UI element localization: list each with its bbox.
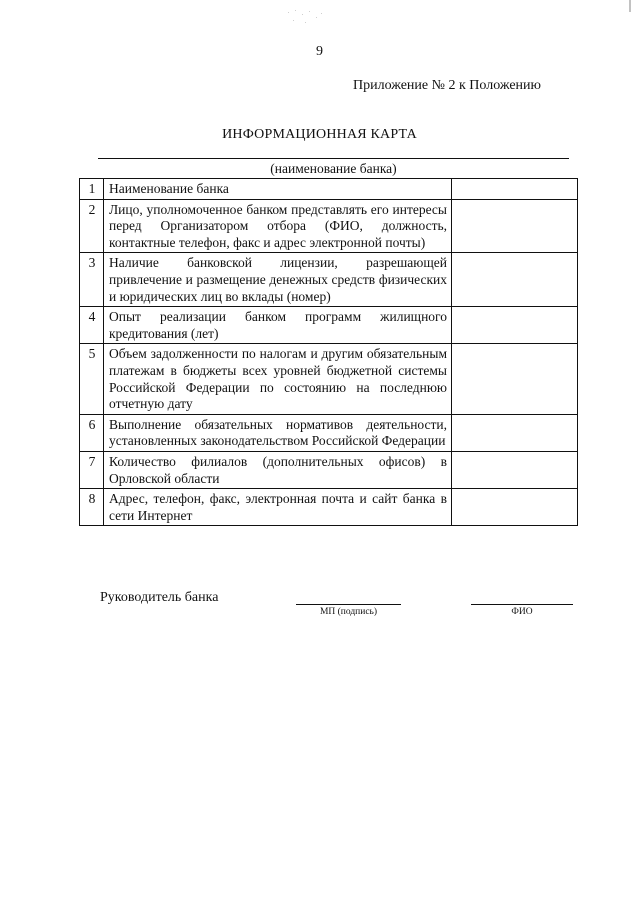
page-number: 9 <box>316 44 323 59</box>
row-number: 6 <box>80 414 104 451</box>
row-number: 2 <box>80 199 104 253</box>
row-number: 4 <box>80 307 104 344</box>
row-number: 7 <box>80 451 104 488</box>
table-row <box>80 451 578 488</box>
row-label: Количество филиалов (дополнительных офисов) в Орловской области <box>104 451 452 488</box>
document-title: ИНФОРМАЦИОННАЯ КАРТА <box>222 127 417 142</box>
row-label: Наличие банковской лицензии, разрешающей привлечение и размещение денежных средств физических и юридических лиц во вклады (номер) <box>104 253 452 307</box>
row-number: 5 <box>80 344 104 414</box>
signature-label: Руководитель банка <box>100 590 219 605</box>
row-number: 1 <box>80 179 104 200</box>
table-row <box>80 199 578 253</box>
signature-line <box>296 604 401 605</box>
bank-name-caption: (наименование банка) <box>270 161 397 176</box>
appendix-heading: Приложение № 2 к Положению <box>352 78 541 93</box>
row-value-cell[interactable] <box>452 344 578 414</box>
table-row <box>80 489 578 526</box>
name-caption: ФИО <box>511 607 533 617</box>
row-label: Адрес, телефон, факс, электронная почта и сайт банка в сети Интернет <box>104 489 452 526</box>
row-value-cell[interactable] <box>452 451 578 488</box>
scan-artifact <box>285 8 325 26</box>
table-row <box>80 414 578 451</box>
name-line <box>471 604 573 605</box>
scan-edge-mark <box>629 0 631 12</box>
signature-caption: МП (подпись) <box>319 607 378 617</box>
table-row <box>80 253 578 307</box>
table-row <box>80 344 578 414</box>
row-value-cell[interactable] <box>452 179 578 200</box>
row-value-cell[interactable] <box>452 489 578 526</box>
row-label: Лицо, уполномоченное банком представлять его интересы перед Организатором отбора (ФИО, должность, контактные телефон, факс и адрес электронной почты) <box>104 199 452 253</box>
row-label: Опыт реализации банком программ жилищного кредитования (лет) <box>104 307 452 344</box>
row-value-cell[interactable] <box>452 414 578 451</box>
row-value-cell[interactable] <box>452 307 578 344</box>
row-label: Наименование банка <box>104 179 452 200</box>
table-row <box>80 307 578 344</box>
row-value-cell[interactable] <box>452 253 578 307</box>
row-value-cell[interactable] <box>452 199 578 253</box>
table-row <box>80 179 578 200</box>
row-label: Объем задолженности по налогам и другим обязательным платежам в бюджеты всех уровней бюджетной системы Российской Федерации по состоянию на последнюю отчетную дату <box>104 344 452 414</box>
row-number: 8 <box>80 489 104 526</box>
row-label: Выполнение обязательных нормативов деятельности, установленных законодательством Российской Федерации <box>104 414 452 451</box>
info-card-table <box>79 178 578 526</box>
bank-name-line <box>98 158 569 159</box>
row-number: 3 <box>80 253 104 307</box>
